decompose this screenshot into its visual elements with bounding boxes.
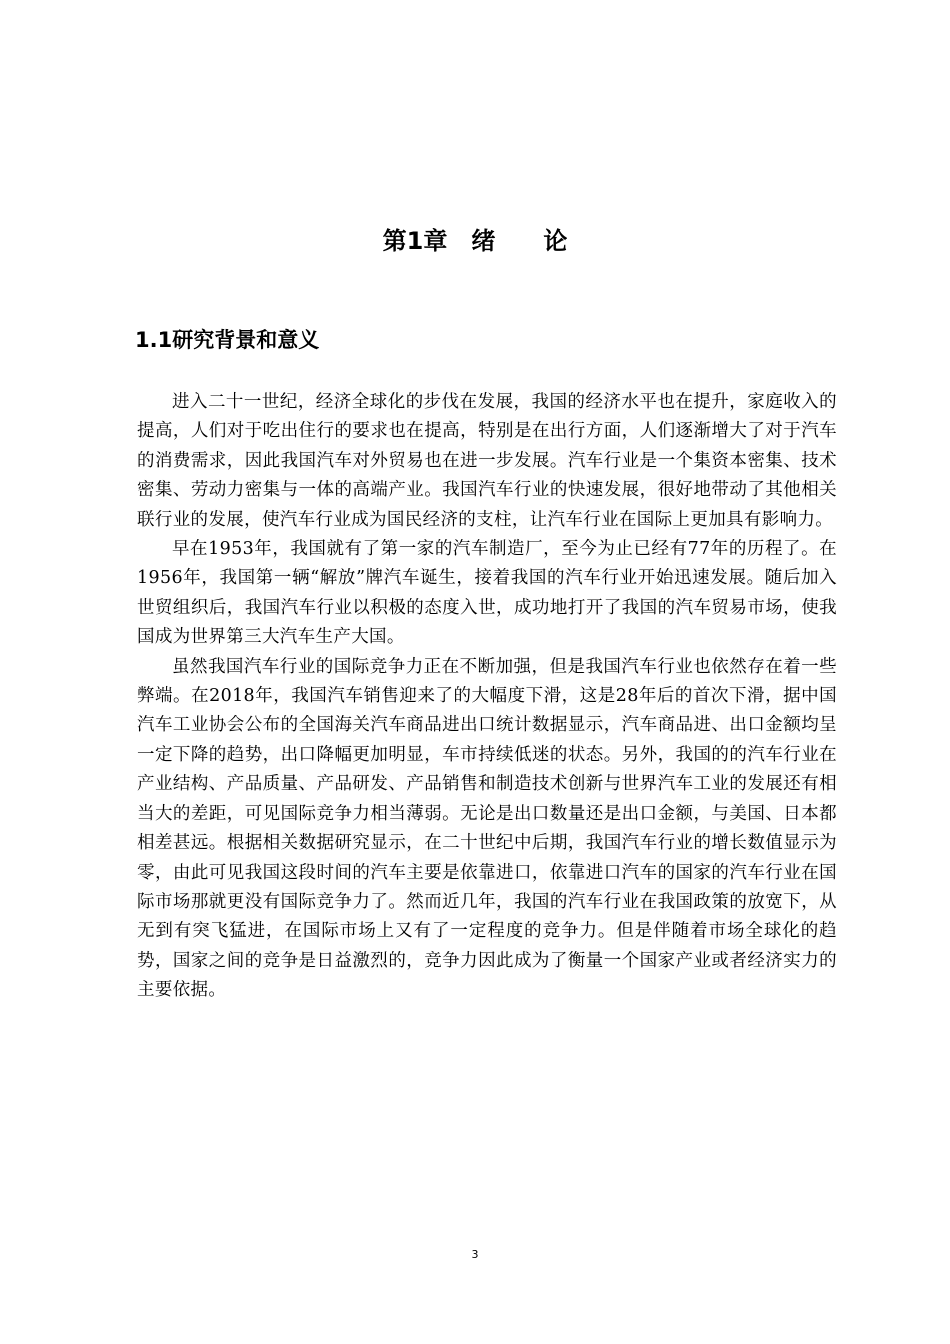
paragraph-competitiveness: 虽然我国汽车行业的国际竞争力正在不断加强，但是我国汽车行业也依然存在着一些弊端。在2018年，我国汽车销售迎来了的大幅度下滑，这是28年后的首次下滑，据中国汽车工业协会公布的全国海关汽车商品进出口统计数据显示，汽车商品进、出口金额均呈一定下降的趋势，出口降幅更加明显，车市持续低迷的状态。另外，我国的的汽车行业在产业结构、产品质量、产品研发、产品销售和制造技术创新与世界汽车工业的发展还有相当大的差距，可见国际竞争力相当薄弱。无论是出口数量还是出口金额，与美国、日本都相差甚远。根据相关数据研究显示，在二十世纪中后期，我国汽车行业的增长数值显示为零，由此可见我国这段时间的汽车主要是依靠进口，依靠进口汽车的国家的汽车行业在国际市场那就更没有国际竞争力了。然而近几年，我国的汽车行业在我国政策的放宽下，从无到有突飞猛进，在国际市场上又有了一定程度的竞争力。但是伴随着市场全球化的趋势，国家之间的竞争是日益激烈的，竞争力因此成为了衡量一个国家产业或者经济实力的主要依据。 [137,656,837,1001]
paragraph-background: 进入二十一世纪，经济全球化的步伐在发展，我国的经济水平也在提升，家庭收入的提高，人们对于吃出住行的要求也在提高，特别是在出行方面，人们逐渐增大了对于汽车的消费需求，因此我国汽车对外贸易也在进一步发展。汽车行业是一个集资本密集、技术密集、劳动力密集与一体的高端产业。我国汽车行业的快速发展，很好地带动了其他相关联行业的发展，使汽车行业成为国民经济的支柱，让汽车行业在国际上更加具有影响力。 [137,392,837,530]
chapter-title: 第1章 绪 论 [382,227,568,255]
page-number: 3 [471,1248,479,1261]
paragraph-history: 早在1953年，我国就有了第一家的汽车制造厂，至今为止已经有77年的历程了。在1956年，我国第一辆“解放”牌汽车诞生，接着我国的汽车行业开始迅速发展。随后加入世贸组织后，我国汽车行业以积极的态度入世，成功地打开了我国的汽车贸易市场，使我国成为世界第三大汽车生产大国。 [137,539,837,648]
section-heading: 1.1研究背景和意义 [135,328,320,352]
body-text [137,388,837,1006]
